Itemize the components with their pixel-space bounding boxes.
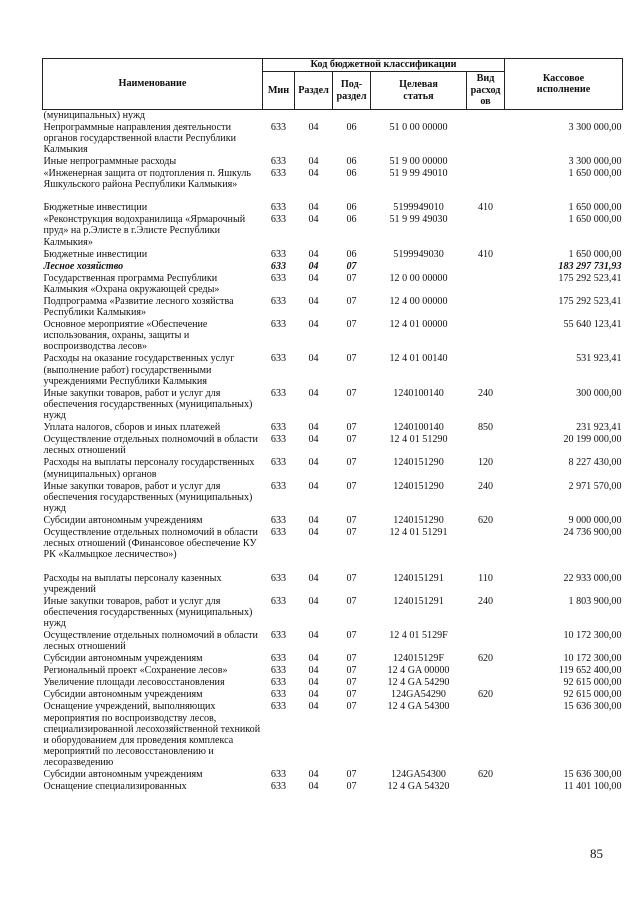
table-row xyxy=(43,665,623,677)
table-row xyxy=(43,273,623,296)
row-podrazdel: 07 xyxy=(346,387,357,399)
row-cash-execution: 231 923,41 xyxy=(576,422,622,434)
row-name: Иные непрограммные расходы xyxy=(43,155,177,167)
row-target-article: 12 4 GA 54300 xyxy=(387,701,450,713)
row-podrazdel: 07 xyxy=(346,422,357,434)
row-cash-execution: 3 300 000,00 xyxy=(568,155,622,167)
header-target-article: Целевая статья xyxy=(371,72,467,110)
row-razdel: 04 xyxy=(308,769,319,781)
row-target-article: 124GA54300 xyxy=(391,769,446,781)
row-podrazdel: 07 xyxy=(346,595,357,607)
row-name: Оснащение учреждений, выполняющих мероприятия по воспроизводству лесов, специализированной лесохозяйственной техникой и оборудованием для проведения комплекса мероприятий по лесовосстановлению и лесоразведению xyxy=(43,701,261,769)
row-min: 633 xyxy=(270,353,287,365)
row-expense-type: 120 xyxy=(477,457,494,469)
row-min xyxy=(263,110,295,122)
table-row xyxy=(43,422,623,434)
row-podrazdel: 07 xyxy=(346,457,357,469)
page-number: 85 xyxy=(590,846,603,861)
table-row xyxy=(43,122,623,156)
row-name: Оснащение специализированных xyxy=(43,781,187,793)
row-target-article: 12 4 GA 54320 xyxy=(387,781,450,793)
row-expense-type xyxy=(467,527,505,573)
row-name: Основное мероприятие «Обеспечение использования, охраны, защиты и воспроизводства лесов» xyxy=(43,319,208,353)
table-row xyxy=(43,481,623,515)
row-podrazdel: 06 xyxy=(346,155,357,167)
row-razdel: 04 xyxy=(308,781,319,793)
row-expense-type xyxy=(467,434,505,457)
row-cash-execution: 2 971 570,00 xyxy=(568,480,622,492)
row-name: Осуществление отдельных полномочий в области лесных отношений (Финансовое обеспечение КУ РК «Калмыцкое лесничество») xyxy=(43,526,258,561)
row-razdel: 04 xyxy=(308,689,319,701)
row-min: 633 xyxy=(270,387,287,399)
table-row xyxy=(43,457,623,480)
budget-table xyxy=(42,58,623,793)
header-expense-type: Вид расход ов xyxy=(467,72,505,110)
row-expense-type xyxy=(467,353,505,387)
table-row xyxy=(43,689,623,701)
row-razdel: 04 xyxy=(308,677,319,689)
row-razdel: 04 xyxy=(308,630,319,642)
row-name: Расходы на выплаты персоналу государственных (муниципальных) органов xyxy=(43,457,255,480)
row-expense-type xyxy=(467,781,505,793)
table-row xyxy=(43,781,623,793)
row-podrazdel: 06 xyxy=(346,214,357,226)
row-expense-type: 240 xyxy=(477,480,494,492)
row-cash-execution: 92 615 000,00 xyxy=(563,677,622,689)
header-podrazdel: Под- раздел xyxy=(333,72,371,110)
row-cash-execution: 3 300 000,00 xyxy=(568,121,622,133)
row-min: 633 xyxy=(270,781,287,793)
table-row xyxy=(43,388,623,422)
row-min: 633 xyxy=(270,272,287,284)
row-target-article: 12 0 00 00000 xyxy=(389,272,448,284)
row-cash-execution: 300 000,00 xyxy=(576,387,622,399)
table-row xyxy=(43,677,623,689)
row-podrazdel: 07 xyxy=(346,353,357,365)
table-row xyxy=(43,769,623,781)
row-min: 633 xyxy=(270,677,287,689)
row-razdel: 04 xyxy=(308,526,319,538)
row-expense-type xyxy=(467,296,505,319)
row-podrazdel: 07 xyxy=(346,665,357,677)
row-podrazdel: 07 xyxy=(346,630,357,642)
table-row xyxy=(43,434,623,457)
row-razdel: 04 xyxy=(308,121,319,133)
row-cash-execution: 175 292 523,41 xyxy=(558,295,622,307)
row-name: Иные закупки товаров, работ и услуг для обеспечения государственных (муниципальных) нужд xyxy=(43,595,253,630)
row-min: 633 xyxy=(270,457,287,469)
row-target-article: 12 4 GA 00000 xyxy=(387,665,450,677)
row-min: 633 xyxy=(270,295,287,307)
row-podrazdel: 06 xyxy=(346,121,357,133)
row-min: 633 xyxy=(270,630,287,642)
row-cash-execution: 1 650 000,00 xyxy=(568,214,622,226)
row-min: 633 xyxy=(270,514,287,526)
row-target-article: 12 4 01 51290 xyxy=(389,434,448,446)
row-expense-type xyxy=(467,110,505,122)
row-razdel: 04 xyxy=(308,514,319,526)
row-min: 633 xyxy=(270,572,287,584)
table-row xyxy=(43,630,623,653)
row-expense-type xyxy=(467,319,505,353)
row-cash-execution: 10 172 300,00 xyxy=(563,653,622,665)
table-row xyxy=(43,573,623,596)
row-name: «Инженерная защита от подтопления п. Яшкуль Яшкульского района Республики Калмыкия» xyxy=(43,167,252,191)
row-cash-execution: 10 172 300,00 xyxy=(563,630,622,642)
row-expense-type: 620 xyxy=(477,689,494,701)
table-row xyxy=(43,319,623,353)
row-target-article: 1240151290 xyxy=(393,457,444,469)
row-min: 633 xyxy=(270,769,287,781)
row-cash-execution: 8 227 430,00 xyxy=(568,457,622,469)
table-row xyxy=(43,202,623,214)
row-name: Бюджетные инвестиции xyxy=(43,202,148,214)
row-name: Иные закупки товаров, работ и услуг для обеспечения государственных (муниципальных) нужд xyxy=(43,387,253,422)
row-min: 633 xyxy=(270,689,287,701)
row-podrazdel: 07 xyxy=(346,480,357,492)
row-target-article: 1240151290 xyxy=(393,480,444,492)
row-expense-type xyxy=(467,214,505,248)
table-row xyxy=(43,527,623,573)
row-min: 633 xyxy=(270,121,287,133)
row-expense-type: 410 xyxy=(477,202,494,214)
row-name: Подпрограмма «Развитие лесного хозяйства Республики Калмыкия» xyxy=(43,295,234,319)
row-target-article: 1240100140 xyxy=(393,387,444,399)
table-row xyxy=(43,701,623,769)
row-name: Иные закупки товаров, работ и услуг для обеспечения государственных (муниципальных) нужд xyxy=(43,480,253,514)
row-target-article: 1240151291 xyxy=(393,572,444,584)
row-name: Субсидии автономным учреждениям xyxy=(43,689,203,701)
row-target-article: 51 9 99 49030 xyxy=(389,214,448,226)
table-row xyxy=(43,261,623,273)
row-min: 633 xyxy=(270,701,287,713)
row-target-article: 5199949010 xyxy=(393,202,444,214)
row-cash-execution: 119 652 400,00 xyxy=(558,665,622,677)
row-podrazdel xyxy=(333,110,371,122)
row-target-article: 12 4 01 5129F xyxy=(389,630,448,642)
row-target-article: 12 4 01 00140 xyxy=(389,353,448,365)
row-podrazdel: 07 xyxy=(346,295,357,307)
row-target-article: 12 4 GA 54290 xyxy=(387,677,450,689)
table-row xyxy=(43,353,623,387)
header-cash-execution: Кассовое исполнение xyxy=(505,59,623,110)
row-min: 633 xyxy=(270,248,287,260)
row-razdel: 04 xyxy=(308,260,319,272)
row-expense-type: 240 xyxy=(477,387,494,399)
row-podrazdel: 06 xyxy=(346,202,357,214)
row-cash-execution: 1 803 900,00 xyxy=(568,595,622,607)
row-expense-type xyxy=(467,261,505,273)
table-row xyxy=(43,110,623,122)
row-podrazdel: 07 xyxy=(346,701,357,713)
row-razdel: 04 xyxy=(308,457,319,469)
row-cash-execution: 55 640 123,41 xyxy=(563,319,622,331)
row-expense-type: 410 xyxy=(477,248,494,260)
row-expense-type: 620 xyxy=(477,653,494,665)
row-expense-type xyxy=(467,665,505,677)
row-name: Государственная программа Республики Калмыкия «Охрана окружающей среды» xyxy=(43,272,220,295)
row-cash-execution: 15 636 300,00 xyxy=(563,769,622,781)
row-name: Лесное хозяйство xyxy=(43,260,124,272)
table-row xyxy=(43,515,623,527)
row-razdel: 04 xyxy=(308,665,319,677)
row-target-article xyxy=(371,110,467,122)
row-name: Расходы на оказание государственных услуг (выполнение работ) государственными учреждениями Республики Калмыкия xyxy=(43,353,235,387)
row-target-article xyxy=(371,261,467,273)
row-target-article: 1240151291 xyxy=(393,595,444,607)
header-name: Наименование xyxy=(43,59,263,110)
row-target-article: 51 0 00 00000 xyxy=(389,121,448,133)
row-cash-execution: 22 933 000,00 xyxy=(563,572,622,584)
row-expense-type: 850 xyxy=(477,422,494,434)
row-min: 633 xyxy=(270,422,287,434)
row-podrazdel: 07 xyxy=(346,526,357,538)
row-min: 633 xyxy=(270,595,287,607)
row-cash-execution xyxy=(505,110,623,122)
table-row xyxy=(43,168,623,202)
row-target-article: 51 9 99 49010 xyxy=(389,167,448,179)
row-expense-type xyxy=(467,701,505,769)
row-podrazdel: 07 xyxy=(346,514,357,526)
row-razdel: 04 xyxy=(308,155,319,167)
row-min: 633 xyxy=(270,260,287,272)
table-row xyxy=(43,596,623,630)
row-name: Непрограммные направления деятельности органов государственной власти Республики Калмыкия xyxy=(43,121,237,155)
row-podrazdel: 06 xyxy=(346,167,357,179)
row-razdel: 04 xyxy=(308,214,319,226)
table-body xyxy=(43,110,623,794)
row-razdel xyxy=(295,110,333,122)
row-cash-execution: 9 000 000,00 xyxy=(568,514,622,526)
row-name: Бюджетные инвестиции xyxy=(43,248,148,260)
row-razdel: 04 xyxy=(308,422,319,434)
row-razdel: 04 xyxy=(308,202,319,214)
row-min: 633 xyxy=(270,480,287,492)
row-cash-execution: 24 736 900,00 xyxy=(563,526,622,538)
row-name: Субсидии автономным учреждениям xyxy=(43,514,203,526)
row-podrazdel: 06 xyxy=(346,248,357,260)
row-cash-execution: 183 297 731,93 xyxy=(558,260,622,272)
row-min: 633 xyxy=(270,319,287,331)
row-razdel: 04 xyxy=(308,653,319,665)
row-expense-type: 620 xyxy=(477,514,494,526)
row-target-article: 124GA54290 xyxy=(391,689,446,701)
row-cash-execution: 175 292 523,41 xyxy=(558,272,622,284)
row-razdel: 04 xyxy=(308,595,319,607)
row-name: (муниципальных) нужд xyxy=(43,110,146,121)
row-expense-type xyxy=(467,677,505,689)
row-target-article: 12 4 00 00000 xyxy=(389,295,448,307)
table-row xyxy=(43,214,623,248)
row-podrazdel: 07 xyxy=(346,689,357,701)
row-min: 633 xyxy=(270,214,287,226)
row-target-article: 51 9 00 00000 xyxy=(389,155,448,167)
row-name: Осуществление отдельных полномочий в области лесных отношений xyxy=(43,434,258,457)
row-target-article: 5199949030 xyxy=(393,248,444,260)
table-row xyxy=(43,249,623,261)
row-razdel: 04 xyxy=(308,434,319,446)
header-min: Мин xyxy=(263,72,295,110)
row-podrazdel: 07 xyxy=(346,769,357,781)
row-expense-type xyxy=(467,630,505,653)
row-name: Региональный проект «Сохранение лесов» xyxy=(43,665,228,677)
row-name: Уплата налогов, сборов и иных платежей xyxy=(43,422,221,434)
row-podrazdel: 07 xyxy=(346,319,357,331)
row-target-article: 12 4 01 00000 xyxy=(389,319,448,331)
row-podrazdel: 07 xyxy=(346,260,357,272)
row-expense-type: 620 xyxy=(477,769,494,781)
row-cash-execution: 1 650 000,00 xyxy=(568,248,622,260)
row-target-article: 124015129F xyxy=(392,653,445,665)
row-razdel: 04 xyxy=(308,480,319,492)
header-razdel: Раздел xyxy=(295,72,333,110)
row-expense-type: 240 xyxy=(477,595,494,607)
row-name: Увеличение площади лесовосстановления xyxy=(43,677,225,689)
row-min: 633 xyxy=(270,526,287,538)
table-row xyxy=(43,296,623,319)
row-name: Субсидии автономным учреждениям xyxy=(43,769,203,781)
row-cash-execution: 1 650 000,00 xyxy=(568,167,622,179)
row-expense-type xyxy=(467,122,505,156)
table-row xyxy=(43,653,623,665)
row-min: 633 xyxy=(270,167,287,179)
row-razdel: 04 xyxy=(308,248,319,260)
row-min: 633 xyxy=(270,202,287,214)
table-row xyxy=(43,156,623,168)
row-cash-execution: 15 636 300,00 xyxy=(563,701,622,713)
row-name: Расходы на выплаты персоналу казенных учреждений xyxy=(43,572,222,595)
row-razdel: 04 xyxy=(308,387,319,399)
row-razdel: 04 xyxy=(308,272,319,284)
row-podrazdel: 07 xyxy=(346,272,357,284)
row-podrazdel: 07 xyxy=(346,572,357,584)
row-razdel: 04 xyxy=(308,572,319,584)
row-expense-type: 110 xyxy=(478,572,493,584)
row-min: 633 xyxy=(270,434,287,446)
row-expense-type xyxy=(467,273,505,296)
row-cash-execution: 20 199 000,00 xyxy=(563,434,622,446)
row-cash-execution: 1 650 000,00 xyxy=(568,202,622,214)
row-target-article: 12 4 01 51291 xyxy=(389,526,448,538)
row-podrazdel: 07 xyxy=(346,434,357,446)
header-budget-code: Код бюджетной классификации xyxy=(263,59,505,72)
row-name: Субсидии автономным учреждениям xyxy=(43,653,203,665)
row-expense-type xyxy=(467,156,505,168)
row-cash-execution: 531 923,41 xyxy=(576,353,622,365)
row-razdel: 04 xyxy=(308,167,319,179)
row-expense-type xyxy=(467,168,505,202)
row-razdel: 04 xyxy=(308,701,319,713)
row-podrazdel: 07 xyxy=(346,781,357,793)
row-target-article: 1240151290 xyxy=(393,514,444,526)
row-razdel: 04 xyxy=(308,319,319,331)
row-min: 633 xyxy=(270,665,287,677)
row-name: «Реконструкция водохранилища «Ярмарочный пруд» на р.Элисте в г.Элисте Республики Калмыкия» xyxy=(43,214,246,248)
row-cash-execution: 92 615 000,00 xyxy=(563,689,622,701)
row-min: 633 xyxy=(270,653,287,665)
row-name: Осуществление отдельных полномочий в области лесных отношений xyxy=(43,630,258,653)
row-podrazdel: 07 xyxy=(346,653,357,665)
row-cash-execution: 11 401 100,00 xyxy=(563,781,622,793)
row-podrazdel: 07 xyxy=(346,677,357,689)
row-razdel: 04 xyxy=(308,353,319,365)
row-razdel: 04 xyxy=(308,295,319,307)
row-min: 633 xyxy=(270,155,287,167)
row-target-article: 1240100140 xyxy=(393,422,444,434)
